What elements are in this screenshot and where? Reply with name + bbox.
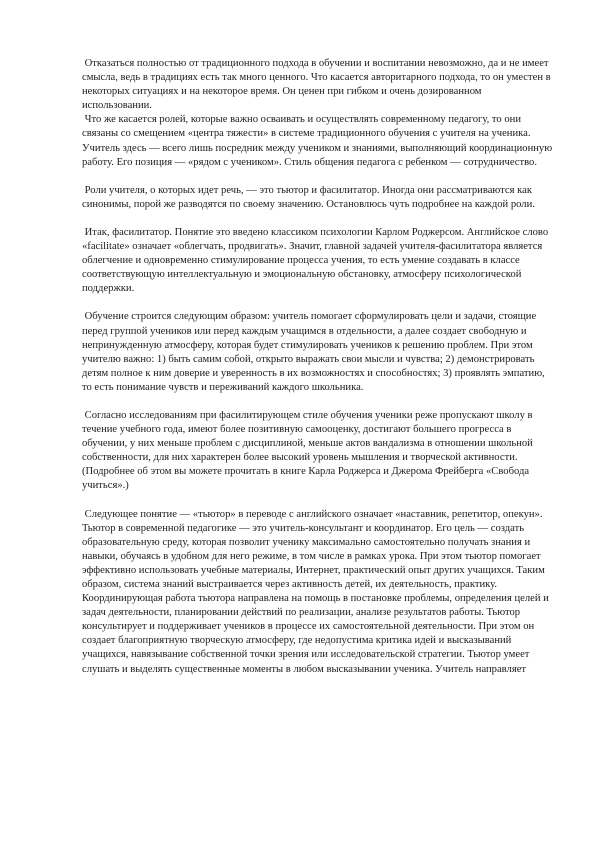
- document-body: [82, 57, 554, 677]
- paragraph-tutor: Следующее понятие — «тьютор» в переводе с английского означает «наставник, репетитор, опекун». Тьютор в современной педагогике — это учитель-консультант и координатор. Его цель — создать образовательную среду, которая позволит ученику максимально самостоятельно получать знания и навыки, обучаясь в удобном для него режиме, в том числе в рамках урока. При этом тьютор помогает эффективно использовать учебные материалы, Интернет, практический опыт других учащихся. Таким образом, система знаний выстраивается через активность детей, их деятельность, практику. Координирующая работа тьютора направлена на помощь в постановке проблемы, определения целей и задач деятельности, планировании действий по реализации, анализе результатов работы. Тьютор консультирует и поддерживает учеников в процессе их самостоятельной деятельности. При этом он создает благоприятную творческую атмосферу, где недопустима критика идей и высказываний учащихся, навязывание собственной точки зрения или исследовательской стратегии. Тьютор умеет слушать и выделять существенные моменты в любом высказывании ученика. Учитель направляет: [82, 508, 552, 675]
- paragraph-research: Согласно исследованиям при фасилитирующем стиле обучения ученики реже пропускают школу в течение учебного года, имеют более позитивную самооценку, достигают большего прогресса в обучении, у них меньше проблем с дисциплиной, меньше актов вандализма в отношении школьной собственности, для них характерен более высокий уровень мышления и творческой активности. (Подробнее об этом вы можете прочитать в книге Карла Роджерса и Джерома Фрейберга «Свобода учиться».): [82, 409, 536, 492]
- paragraph-spacer: [82, 296, 554, 310]
- paragraph-tutor-facilitator: Роли учителя, о которых идет речь, — это тьютор и фасилитатор. Иногда они рассматриваются как синонимы, порой же разводятся по своему значению. Остановлюсь чуть подробнее на каждой роли.: [82, 184, 535, 210]
- paragraph-spacer: [82, 170, 554, 184]
- paragraph-intro: Отказаться полностью от традиционного подхода в обучении и воспитании невозможно, да и не имеет смысла, ведь в традициях есть так много ценного. Что касается авторитарного подхода, то он уместен в некоторых ситуациях и на некоторое время. Он ценен при гибком и очень дозированном использовании.: [82, 58, 554, 112]
- paragraph-learning-process: Обучение строится следующим образом: учитель помогает сформулировать цели и задачи, стоящие перед группой учеников или перед каждым учащимся в отдельности, а далее создает свободную и непринужденную атмосферу, которая будет стимулировать учеников к решению проблем. При этом учителю важно: 1) быть самим собой, открыто выражать свои мысли и чувства; 2) демонстрировать детям полное к ним доверие и уверенность в их возможностях и способностях; 3) проявлять эмпатию, то есть понимание чувств и переживаний каждого школьника.: [82, 311, 548, 393]
- paragraph-spacer: [82, 395, 554, 409]
- paragraph-facilitator: Итак, фасилитатор. Понятие это введено классиком психологии Карлом Роджерсом. Английское слово «facilitate» означает «облегчать, продвигать». Значит, главной задачей учителя-фасилитатора является облегчение и одновременно стимулирование процесса учения, то есть умение создавать в классе соответствующую интеллектуальную и эмоциональную обстановку, атмосферу психологической поддержки.: [82, 226, 551, 295]
- paragraph-roles: Что же касается ролей, которые важно осваивать и осуществлять современному педагогу, то они связаны со смещением «центра тяжести» в системе традиционного обучения с учителя на ученика. Учитель здесь — всего лишь посредник между учеником и знаниями, выполняющий координационную работу. Его позиция — «рядом с учеником». Стиль общения педагога с ребенком — сотрудничество.: [82, 114, 555, 168]
- paragraph-spacer: [82, 212, 554, 226]
- paragraph-spacer: [82, 494, 554, 508]
